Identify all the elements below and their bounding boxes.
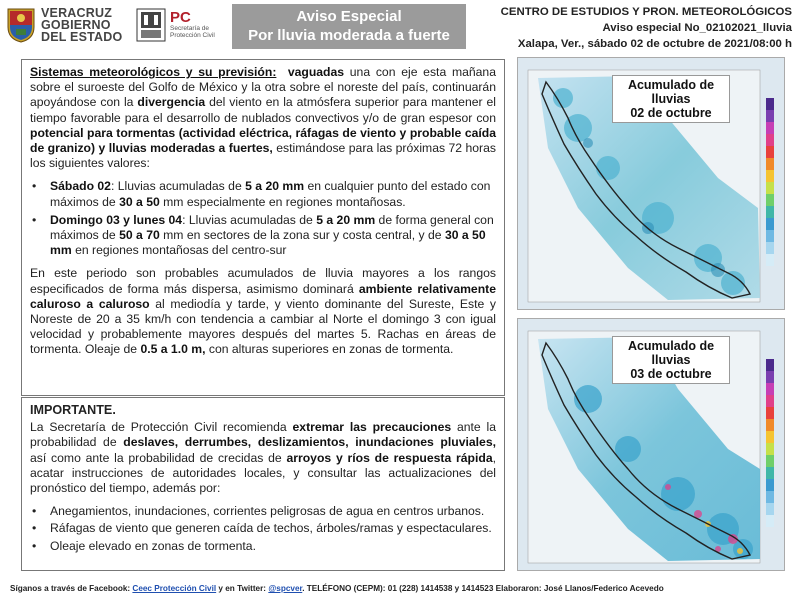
map-caption-line-2: 03 de octubre [630, 367, 712, 381]
period-text: al mediodía y tarde, y viento dominante del Sureste, Este y Noreste de 20 a 35 km/h con tendencia a cambiar al Norte el domingo 3 con igual velocidad y probablemente mayores después del martes 5. Rachas en áreas de tormenta. Oleaje de [30, 296, 496, 357]
risk-item: • Anegamientos, inundaciones, corrientes peligrosas de agua en centros urbanos. [30, 504, 496, 519]
proteccion-civil-logo [136, 6, 226, 44]
forecast-text: en cualquier punto del estado con máximos de [50, 179, 491, 209]
systems-heading: Sistemas meteorológicos y su previsión: [30, 65, 277, 79]
systems-keyword-3: potencial para tormentas (actividad eléctrica, ráfagas de viento y probable caída de granizo) y lluvias moderadas a fuertes, [30, 125, 496, 156]
forecast-text: de forma general con máximos de [50, 212, 494, 243]
forecast-value: 5 a 20 mm [245, 179, 305, 194]
map-caption-line-1: Acumulado de lluvias [627, 78, 715, 106]
important-keyword: extremar las precauciones [292, 420, 452, 435]
forecast-value: 30 a 50 [119, 194, 160, 209]
rain-map-oct-02 [517, 57, 785, 310]
important-text: así como ante la probabilidad de crecidas de [30, 450, 287, 465]
pc-line-2: Protección Civil [170, 32, 215, 39]
forecast-item-sunday-monday [30, 213, 496, 259]
forecast-value: 5 a 20 mm [316, 212, 376, 227]
period-paragraph [30, 266, 496, 357]
forecast-box [21, 59, 505, 396]
veracruz-line-3: DEL ESTADO [41, 30, 123, 44]
map-caption [612, 336, 730, 384]
veracruz-line-2: GOBIERNO [41, 18, 111, 32]
veracruz-logo [6, 6, 134, 44]
systems-text-1: una con eje esta mañana sobre el suroeste del Golfo de México y la otra sobre el noreste del país, continuarán apoyándose con la [30, 65, 496, 110]
footer-text: Síganos a través de Facebook: [10, 584, 133, 593]
systems-keyword: vaguadas [287, 65, 345, 79]
veracruz-shield-icon [6, 7, 36, 43]
forecast-text: : Lluvias acumuladas de [182, 212, 317, 227]
notice-title [232, 4, 466, 49]
twitter-link[interactable]: @spcver [268, 584, 303, 593]
veracruz-line-1: VERACRUZ [41, 6, 113, 20]
important-box [21, 397, 505, 571]
risk-list [30, 504, 496, 554]
period-keyword: ambiente relativamente caluroso a caluroso [30, 281, 496, 311]
forecast-value: 30 a 50 mm [50, 228, 486, 258]
location-date: Xalapa, Ver., sábado 02 de octubre de 2021/08:00 h [517, 38, 792, 50]
systems-keyword-2: divergencia [137, 95, 206, 110]
notice-id: Aviso especial No_02102021_lluvia [602, 22, 792, 34]
important-paragraph [30, 420, 496, 496]
systems-text-2: del viento en la atmósfera superior para mantener el tiempo favorable para el desarrollo de nublados convectivos y/o de gran espesor con [30, 95, 496, 125]
important-text: La Secretaría de Protección Civil recomienda [30, 420, 293, 435]
map-caption-line-2: 02 de octubre [630, 106, 712, 120]
forecast-item-saturday [30, 179, 496, 209]
important-heading: IMPORTANTE. [30, 403, 116, 417]
risk-item: • Ráfagas de viento que generen caída de techos, árboles/ramas y espectaculares. [30, 521, 496, 536]
map-caption [612, 75, 730, 123]
important-keyword: arroyos y ríos de respuesta rápida [286, 450, 493, 465]
systems-paragraph [30, 65, 496, 171]
forecast-text: en regiones montañosas del centro-sur [71, 243, 287, 258]
forecast-text: mm especialmente en regiones montañosas. [159, 194, 406, 209]
forecast-day: Domingo 03 y lunes 04 [50, 212, 183, 227]
systems-text-3: estimándose para las próximas 72 horas los siguientes valores: [30, 141, 496, 171]
footer [10, 584, 664, 593]
risk-item: • Oleaje elevado en zonas de tormenta. [30, 539, 496, 554]
period-text: con alturas superiores en zonas de tormenta. [205, 342, 454, 357]
footer-text: y en Twitter: [216, 584, 269, 593]
important-text: , acatar instrucciones de autoridades locales, y consultar las actualizaciones del pronóstico del tiempo, además por: [30, 450, 496, 496]
pc-line-1: Secretaría de [170, 24, 210, 32]
forecast-value: 50 a 70 [119, 228, 160, 243]
forecast-list [30, 179, 496, 258]
forecast-text: : Lluvias acumuladas de [110, 179, 246, 194]
pc-emblem-icon [136, 8, 166, 42]
title-line-1: Aviso Especial [296, 8, 402, 25]
title-line-2: Por lluvia moderada a fuerte [248, 27, 450, 44]
important-text: ante la probabilidad de [30, 420, 496, 450]
rain-map-oct-03 [517, 318, 785, 571]
facebook-link[interactable]: Ceec Protección Civil [132, 584, 217, 593]
forecast-text: mm en sectores de la zona sur y costa central, y de [159, 228, 445, 243]
pc-abbr: PC [170, 8, 191, 26]
period-keyword: 0.5 a 1.0 m, [140, 342, 206, 357]
period-text: En este periodo son probables acumulados de lluvia mayores a los rangos especificados de forma más dispersa, asimismo dominará [30, 266, 496, 296]
forecast-day: Sábado 02 [50, 179, 111, 194]
center-name: CENTRO DE ESTUDIOS Y PRON. METEOROLÓGICOS [500, 6, 792, 18]
important-keyword: deslaves, derrumbes, deslizamientos, inundaciones pluviales, [123, 435, 496, 450]
footer-text: . TELÉFONO (CEPM): 01 (228) 1414538 y 1414523 Elaboraron: José Llanos/Federico Acevedo [302, 584, 664, 593]
map-caption-line-1: Acumulado de lluvias [627, 339, 715, 367]
center-info [501, 4, 792, 52]
